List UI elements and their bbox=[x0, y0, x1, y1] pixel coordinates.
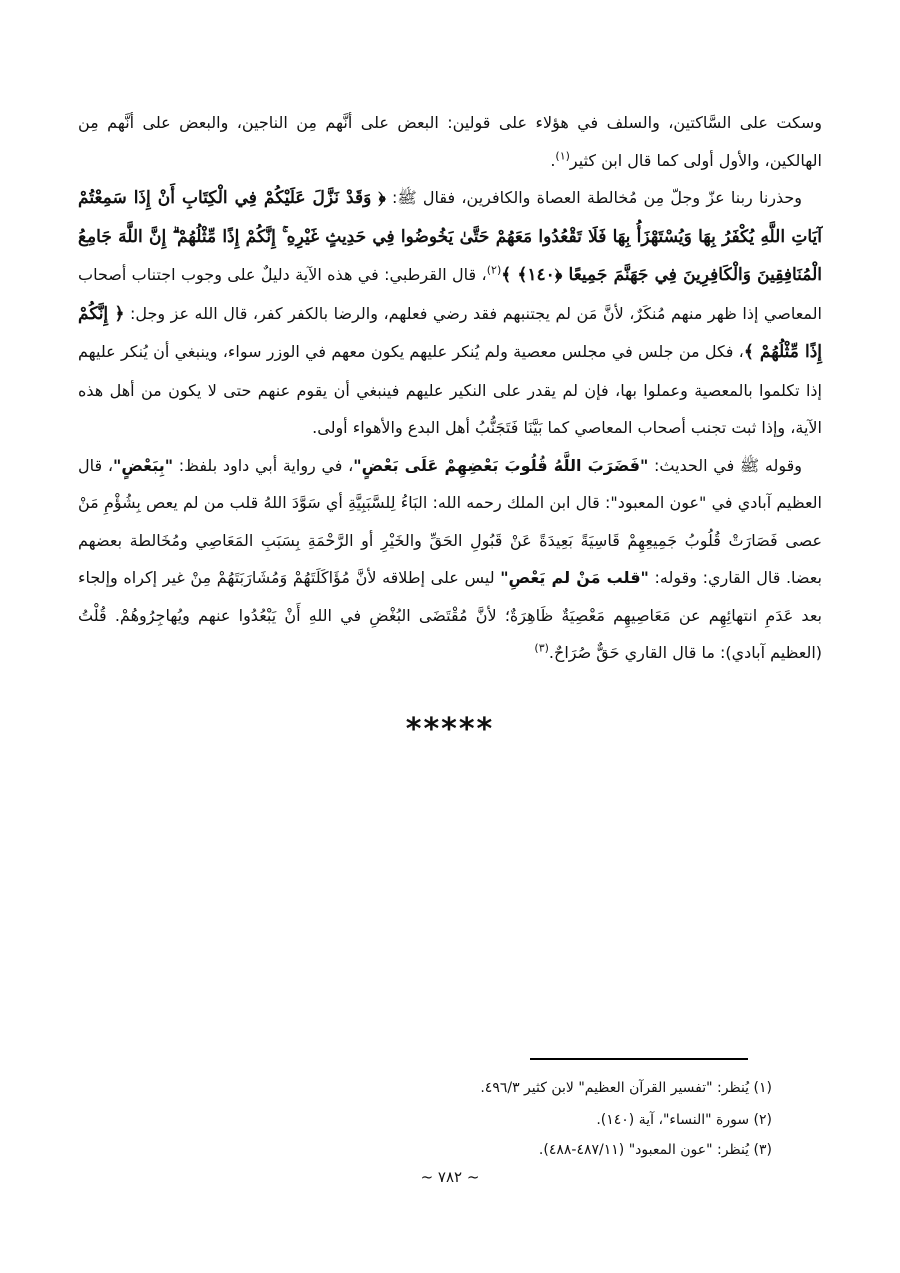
paragraph-3-text-b: ، في رواية أبي داود بلفظ: bbox=[173, 455, 354, 475]
paragraph-2-text-a: وحذرنا ربنا عزّ وجلّ مِن مُخالطة العصاة والكافرين، فقال ﷺ: bbox=[385, 188, 803, 207]
paragraph-1-text: وسكت على السَّاكتين، والسلف في هؤلاء على قولين: البعض على أنَّهم مِن الناجين، والبعض على أنَّهم مِن الهالكين، والأول أولى كما قال ابن كثير bbox=[78, 113, 822, 170]
section-separator: ***** bbox=[405, 712, 495, 747]
footnote-3: (٣) يُنظر: "عون المعبود" (٤٨٧/١١-٤٨٨). bbox=[538, 1142, 772, 1158]
paragraph-3-text-c: ، قال العظيم آبادي في "عون المعبود": قال ابن الملك رحمه الله: البَاءُ لِلسَّبَبِيَّةِ أي سَوَّدَ اللهُ قلب من لم يعص بِشُؤْمِ مَنْ عصى فَصَارَتْ قُلُوبُ جَمِيعِهِمْ قَاسِيَةً بَعِيدَةً عَنْ قَبُولِ الحَقِّ والخَيْرِ أو الرَّحْمَةِ بِسَبَبِ المَعَاصِي ومُخَالطة بعضهم بعضا. قال القاري: وقوله: bbox=[78, 455, 822, 587]
page-body bbox=[78, 104, 822, 672]
quran-verse-short: ﴿ إِنَّكُمْ إِذًا مِّثْلُهُمْ ﴾ bbox=[78, 303, 823, 362]
footnote-2: (٢) سورة "النساء"، آية (١٤٠). bbox=[596, 1112, 772, 1128]
hadith-quote-2: "بِبَعْضٍ" bbox=[113, 455, 174, 475]
paragraph-2-text-b: ، قال القرطبي: في هذه الآية دليلٌ على وجوب اجتناب أصحاب المعاصي إذا ظهر منهم مُنكَرٌ، لأنَّ مَن لم يجتنبهم فقد رضي فعلهم، والرضا بالكفر كفر، قال الله عز وجل: bbox=[78, 265, 822, 323]
paragraph-3 bbox=[78, 447, 822, 672]
paragraph-1-end: . bbox=[550, 150, 556, 170]
footnote-1: (١) يُنظر: "تفسير القرآن العظيم" لابن كثير ٤٩٦/٣. bbox=[480, 1080, 772, 1096]
hadith-quote-3: "قلب مَنْ لم يَعْصِ" bbox=[500, 568, 649, 587]
hadith-quote: "فَضَرَبَ اللَّهُ قُلُوبَ بَعْضِهِمْ عَلَى بَعْضٍ" bbox=[353, 455, 649, 475]
paragraph-2 bbox=[78, 179, 822, 447]
paragraph-3-text-d: ليس على إطلاقه لأنَّ مُؤَاكَلَتَهُمْ وَمُشَارَبَتَهُمْ مِنْ غير إكراه وإلجاء بعد عَدَمِ انتهائِهِم عن مَعَاصِيهِم مَعْصِيَةٌ ظَاهِرَةٌ؛ لأنَّ مُقْتَضَى البُغْضِ في اللهِ أَنْ يَبْعُدُوا عنهم ويُهاجِرُوهُمْ. قُلْتُ (العظيم آبادي): ما قال القاري حَقٌّ صُرَاحٌ. bbox=[78, 568, 822, 662]
paragraph-1 bbox=[78, 104, 822, 179]
footnote-divider bbox=[530, 1058, 748, 1060]
paragraph-2-text-c: ، فكل من جلس في مجلس معصية ولم يُنكر عليهم يكون معهم في الوزر سواء، وينبغي أن يُنكر عليهم إذا تكلموا بالمعصية وعملوا بها، فإن لم يقدر على النكير عليهم فينبغي أن يقوم عنهم حتى لا يكون من أهل هذه الآية، وإذا ثبت تجنب أصحاب المعاصي كما بَيَّنَا فَتَجَنُّبُ أهل البدع والأهواء أولى. bbox=[78, 342, 822, 437]
footnote-ref-3[interactable]: (٣) bbox=[534, 641, 549, 655]
page-number: ~ ٧٨٢ ~ bbox=[420, 1168, 480, 1186]
footnote-ref-2[interactable]: (٢) bbox=[486, 263, 502, 277]
footnote-ref-1[interactable]: (١) bbox=[555, 149, 570, 163]
paragraph-3-text-a: وقوله ﷺ في الحديث: bbox=[648, 455, 802, 475]
quran-verse: ﴿ وَقَدْ نَزَّلَ عَلَيْكُمْ فِي الْكِتَابِ أَنْ إِذَا سَمِعْتُمْ آيَاتِ اللَّهِ يُكْفَرُ بِهَا وَيُسْتَهْزَأُ بِهَا فَلَا تَقْعُدُوا مَعَهُمْ حَتَّىٰ يَخُوضُوا فِي حَدِيثٍ غَيْرِهِ ۚ إِنَّكُمْ إِذًا مِّثْلُهُمْ ۗ إِنَّ اللَّهَ جَامِعُ الْمُنَافِقِينَ وَالْكَافِرِينَ فِي جَهَنَّمَ جَمِيعًا ﴿١٤٠﴾ ﴾ bbox=[78, 188, 822, 285]
